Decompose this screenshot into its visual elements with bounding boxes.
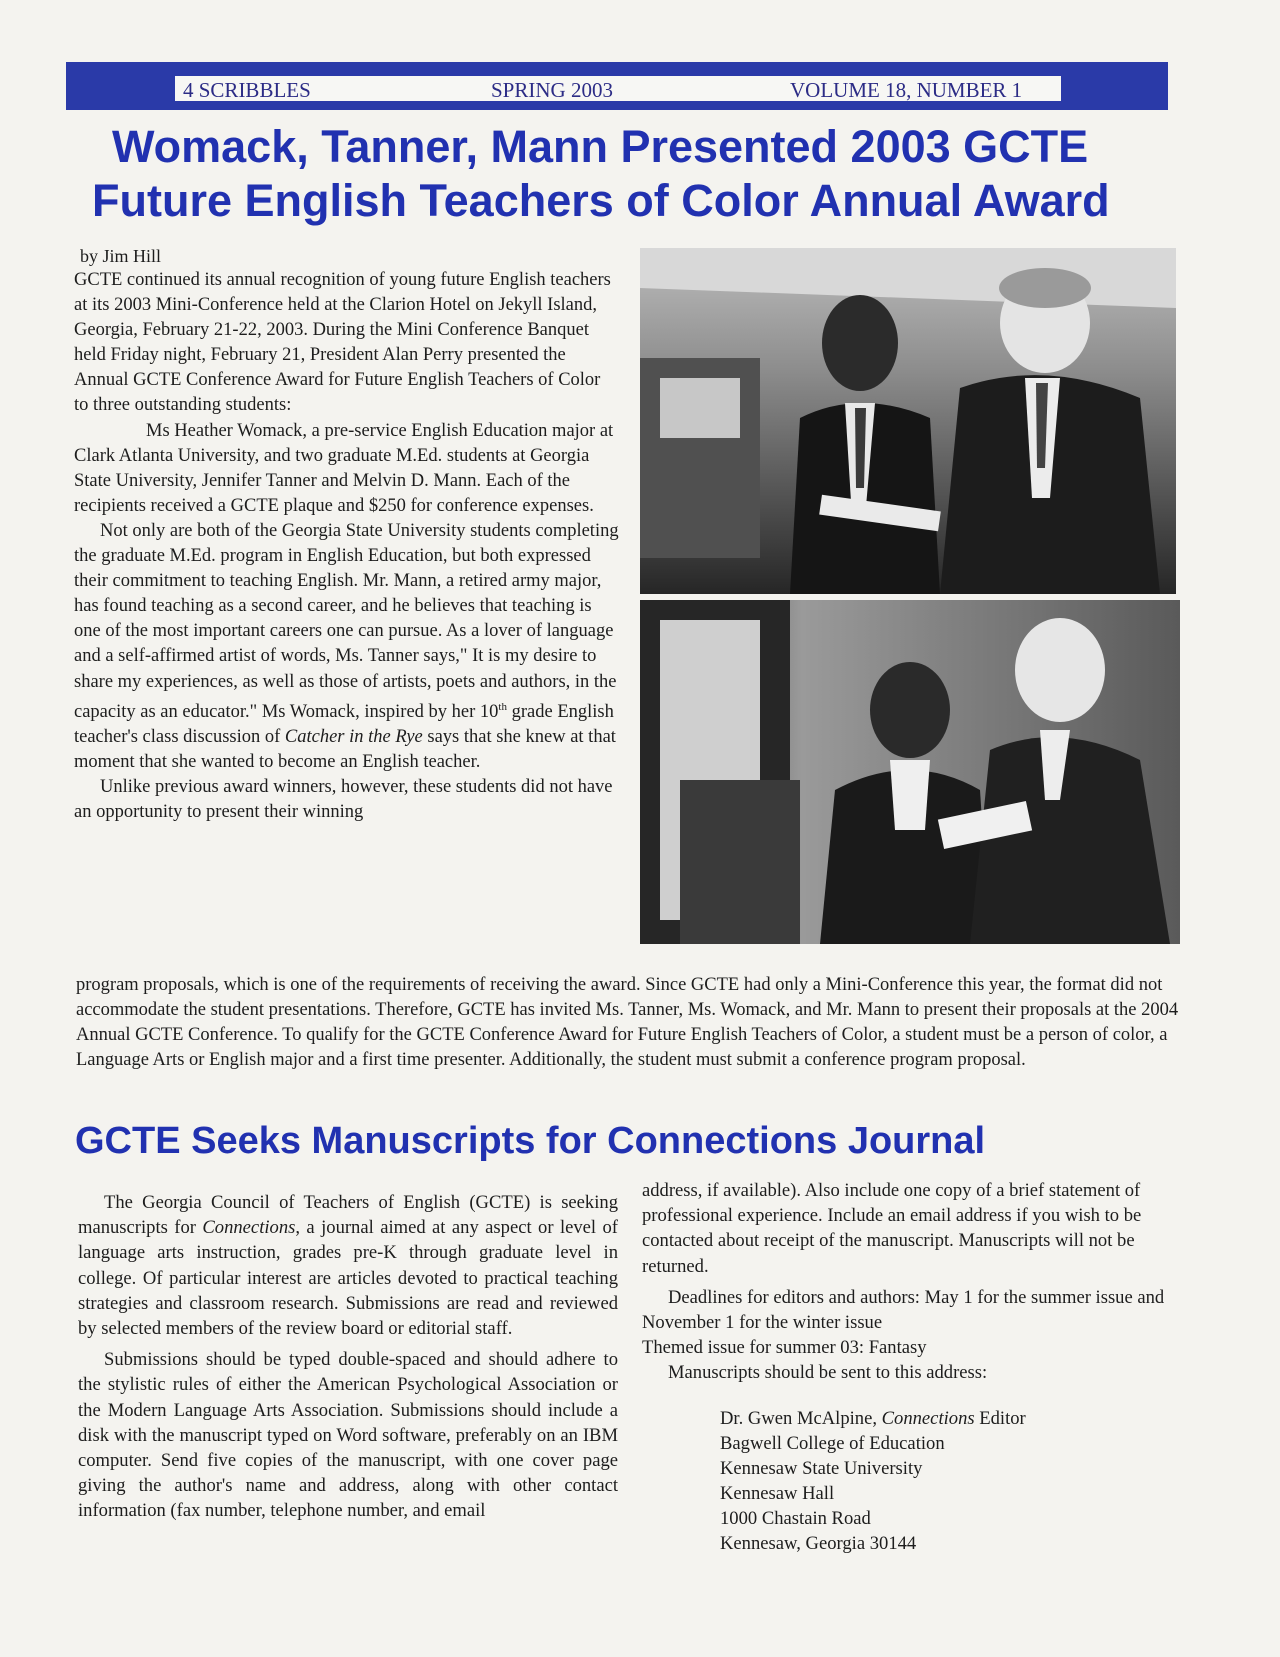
mailing-address [720, 1406, 1186, 1556]
article1-paragraph: GCTE continued its annual recognition of young future English teachers at its 2003 Mini-Conference held at the Clarion Hotel on Jekyll Island, Georgia, February 21-22, 2003. During the Mini Conference Banquet held Friday night, February 21, President Alan Perry presented the Annual GCTE Conference Award for Future English Teachers of Color to three outstanding students: [74, 270, 611, 416]
journal-title: Connections [202, 1217, 296, 1239]
journal-title: Connections [881, 1407, 975, 1429]
address-role: Editor [974, 1407, 1026, 1429]
article2-left-column [78, 1190, 618, 1524]
award-photo-2 [640, 600, 1180, 944]
article1-paragraph: Unlike previous award winners, however, these students did not have an opportunity to present their winning [74, 777, 613, 823]
address-line: 1000 Chastain Road [720, 1507, 871, 1529]
article1-title-line2: Future English Teachers of Color Annual Award [92, 175, 1110, 226]
header-issue: SPRING 2003 [491, 78, 613, 102]
header-volume: VOLUME 18, NUMBER 1 [790, 78, 1023, 102]
address-name: Dr. Gwen McAlpine, [720, 1407, 882, 1429]
article1-continuation: program proposals, which is one of the requirements of receiving the award. Since GCTE had only a Mini-Conference this year, the format did not accommodate the student presentations. Therefore, GCTE has invited Ms. Tanner, Ms. Womack, and Mr. Mann to present their proposals at the 2004 Annual GCTE Conference. To qualify for the GCTE Conference Award for Future English Teachers of Color, a student must be a person of color, a Language Arts or English major and a first time presenter. Additionally, the student must submit a conference program proposal. [76, 975, 1179, 1071]
article1-title-line1: Womack, Tanner, Mann Presented 2003 GCTE [112, 121, 1089, 172]
award-photo-1 [640, 248, 1176, 594]
article2-paragraph [78, 1190, 618, 1341]
byline: by Jim Hill [80, 246, 162, 266]
address-line: Kennesaw Hall [720, 1482, 835, 1504]
superscript: th [498, 700, 507, 713]
paragraph-text: Not only are both of the Georgia State University students completing the graduate M.Ed. program in English Education, but both expressed their commitment to teaching English. Mr. Mann, a retired army major, has found teaching as a second career, and he believes that teaching is one of the most important careers one can pursue. As a lover of language and a self-affirmed artist of words, Ms. Tanner says," It is my desire to share my experiences, as well as those of artists, poets and authors, in the capacity as an educator." Ms Womack, inspired by her 10 [74, 520, 619, 722]
article2-paragraph: Deadlines for editors and authors: May 1 for the summer issue and November 1 for the winter issue [642, 1286, 1165, 1334]
header-strip [175, 76, 1061, 101]
article2-paragraph: Submissions should be typed double-spaced and should adhere to the stylistic rules of either the American Psychological Association or the Modern Language Arts Association. Submissions should include a disk with the manuscript typed on Word software, preferably on an IBM computer. Send five copies of the manuscript, with one cover page giving the author's name and address, along with other contact information (fax number, telephone number, and email [78, 1349, 618, 1522]
article1-paragraph [74, 519, 619, 775]
header-section: 4 SCRIBBLES [183, 78, 311, 102]
paragraph-text: grade English teacher's class discussion of [74, 701, 614, 747]
address-line [720, 1406, 1186, 1431]
address-line: Bagwell College of Education [720, 1432, 945, 1454]
article2-paragraph: address, if available). Also include one copy of a brief statement of professional experience. Include an email address if you wish to be contacted about receipt of the manuscript. Manuscripts will not be returned. [642, 1180, 1142, 1277]
paragraph-text: , a journal aimed at any aspect or level of language arts instruction, grades pre-K through graduate level in college. Of particular interest are articles devoted to practical teaching strategies and classroom research. Submissions are read and reviewed by selected members of the review board or editorial staff. [78, 1217, 618, 1340]
book-title: Catcher in the Rye [284, 726, 423, 747]
article2-paragraph: Manuscripts should be sent to this address: [668, 1362, 988, 1384]
article1-paragraph: Ms Heather Womack, a pre-service English Education major at Clark Atlanta University, and two graduate M.Ed. students at Georgia State University, Jennifer Tanner and Melvin D. Mann. Each of the recipients received a GCTE plaque and $250 for conference expenses. [74, 420, 614, 516]
article1-column [74, 268, 619, 825]
paragraph-text: The Georgia Council of Teachers of English (GCTE) is seeking manuscripts for [78, 1192, 618, 1239]
address-line: Kennesaw, Georgia 30144 [720, 1532, 917, 1554]
article2-paragraph: Themed issue for summer 03: Fantasy [642, 1337, 927, 1359]
article2-title: GCTE Seeks Manuscripts for Connections Journal [75, 1120, 986, 1162]
article2-right-column [642, 1178, 1186, 1556]
address-line: Kennesaw State University [720, 1457, 923, 1479]
paragraph-text: says that she knew at that moment that she wanted to become an English teacher. [74, 726, 616, 772]
